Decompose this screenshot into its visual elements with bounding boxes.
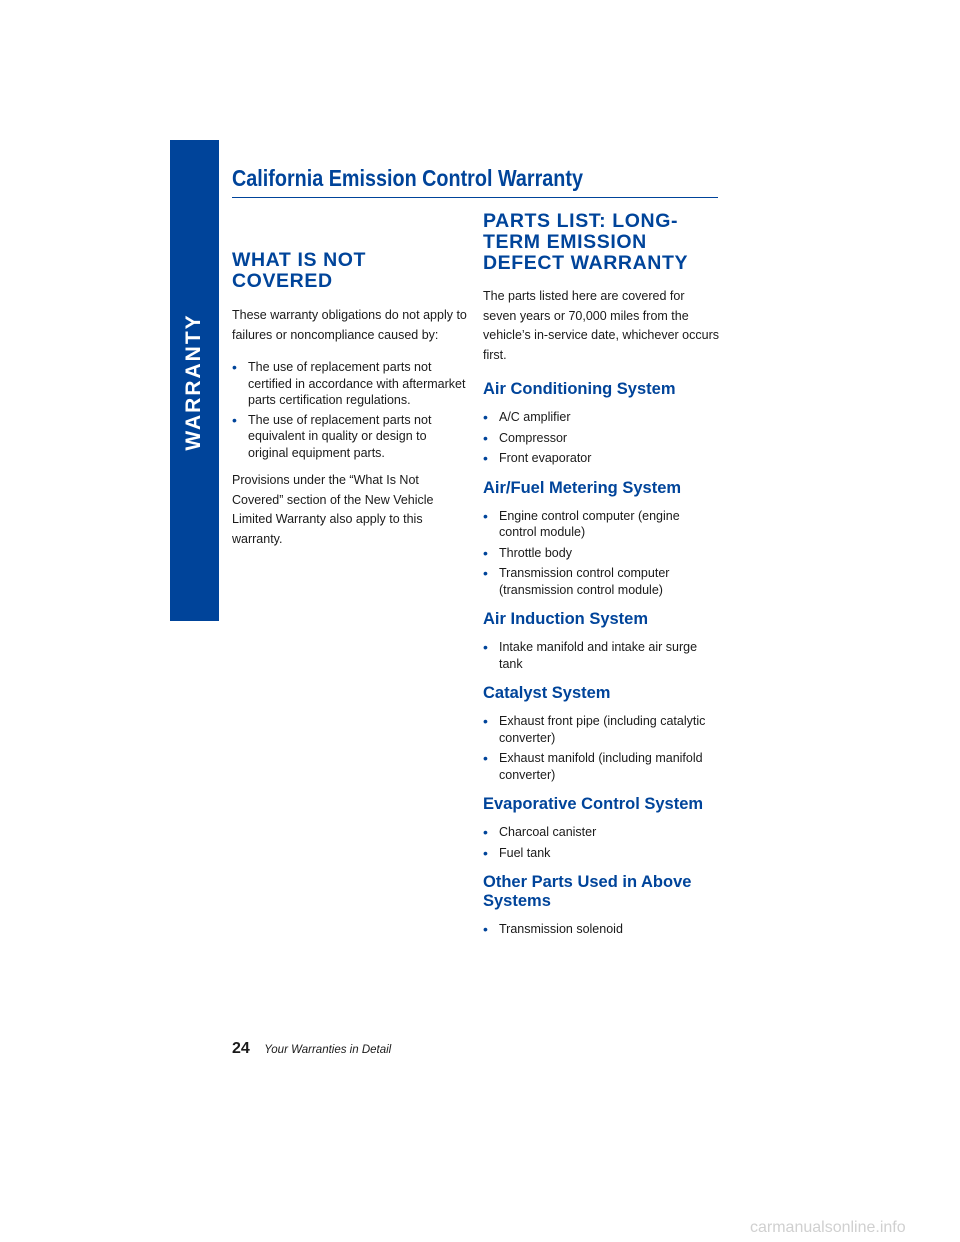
list-item-text: Fuel tank xyxy=(499,845,551,860)
list-item-text: Exhaust front pipe (including catalytic converter) xyxy=(499,714,706,745)
right-column xyxy=(483,211,719,938)
bullet-icon: • xyxy=(483,844,488,861)
bullet-icon: • xyxy=(483,824,488,840)
bullet-icon: • xyxy=(483,750,488,766)
list-item xyxy=(483,565,719,598)
section-air-induction xyxy=(483,610,719,672)
list-item-text: Intake manifold and intake air surge tank xyxy=(499,640,698,671)
list-item-text: A/C amplifier xyxy=(499,410,571,424)
list-item xyxy=(483,713,719,746)
section-title: Other Parts Used in Above Systems xyxy=(483,873,692,910)
list-item xyxy=(483,921,719,938)
list-item-text: Transmission control computer (transmission control module) xyxy=(499,566,670,597)
list-item-text: Front evaporator xyxy=(499,451,592,465)
section-title: Catalyst System xyxy=(483,684,611,702)
page-title: California Emission Control Warranty xyxy=(232,165,583,191)
list-item xyxy=(483,545,719,562)
not-covered-intro: These warranty obligations do not apply to failures or noncompliance caused by: xyxy=(232,308,467,342)
bullet-icon: • xyxy=(483,713,488,729)
page-number: 24 xyxy=(232,1040,250,1057)
list-item xyxy=(232,412,468,462)
bullet-icon: • xyxy=(483,409,488,425)
section-title: Evaporative Control System xyxy=(483,795,704,813)
section-air-fuel-metering xyxy=(483,479,719,599)
list-item-text: Transmission solenoid xyxy=(499,922,623,936)
list-item xyxy=(483,508,719,541)
not-covered-heading: WHAT IS NOT COVERED xyxy=(232,249,367,292)
section-catalyst xyxy=(483,684,719,783)
parts-list-heading: PARTS LIST: LONG-TERM EMISSION DEFECT WARRANTY xyxy=(483,210,689,274)
list-item-text: The use of replacement parts not equivalent in quality or design to original equipment parts. xyxy=(248,412,432,460)
section-evaporative-control xyxy=(483,795,719,861)
not-covered-list xyxy=(232,359,468,461)
list-item xyxy=(483,845,719,862)
bullet-icon: • xyxy=(232,359,237,375)
list-item xyxy=(483,750,719,783)
list-item xyxy=(483,430,719,447)
parts-list-intro: The parts listed here are covered for seven years or 70,000 miles from the vehicle’s in-service date, whichever occurs first. xyxy=(483,289,719,362)
page-footer xyxy=(232,1040,391,1058)
list-item-text: Compressor xyxy=(499,430,568,445)
left-column xyxy=(232,250,468,549)
bullet-icon: • xyxy=(483,429,488,446)
bullet-icon: • xyxy=(483,639,488,655)
footer-section-title: Your Warranties in Detail xyxy=(264,1044,392,1056)
section-title: Air/Fuel Metering System xyxy=(483,478,682,497)
watermark: carmanualsonline.info xyxy=(750,1219,906,1236)
section-air-conditioning xyxy=(483,380,719,467)
bullet-icon: • xyxy=(232,411,237,428)
list-item xyxy=(232,359,468,409)
list-item-text: Engine control computer (engine control module) xyxy=(499,508,680,539)
list-item xyxy=(483,450,719,467)
section-title: Air Conditioning System xyxy=(483,380,676,398)
bullet-icon: • xyxy=(483,450,488,466)
list-item-text: The use of replacement parts not certified in accordance with aftermarket parts certification regulations. xyxy=(248,360,466,407)
list-item-text: Throttle body xyxy=(499,545,572,560)
bullet-icon: • xyxy=(483,544,488,561)
title-divider xyxy=(232,197,718,198)
side-tab-label: WARRANTY xyxy=(182,313,205,451)
bullet-icon: • xyxy=(483,921,488,937)
not-covered-closing: Provisions under the “What Is Not Covered” section of the New Vehicle Limited Warranty also apply to this warranty. xyxy=(232,473,434,546)
list-item-text: Charcoal canister xyxy=(499,825,597,839)
list-item xyxy=(483,409,719,426)
section-title: Air Induction System xyxy=(483,610,649,628)
list-item xyxy=(483,639,719,672)
bullet-icon: • xyxy=(483,565,488,581)
list-item xyxy=(483,824,719,841)
bullet-icon: • xyxy=(483,507,488,524)
list-item-text: Exhaust manifold (including manifold converter) xyxy=(499,751,703,782)
section-other-parts xyxy=(483,873,719,938)
